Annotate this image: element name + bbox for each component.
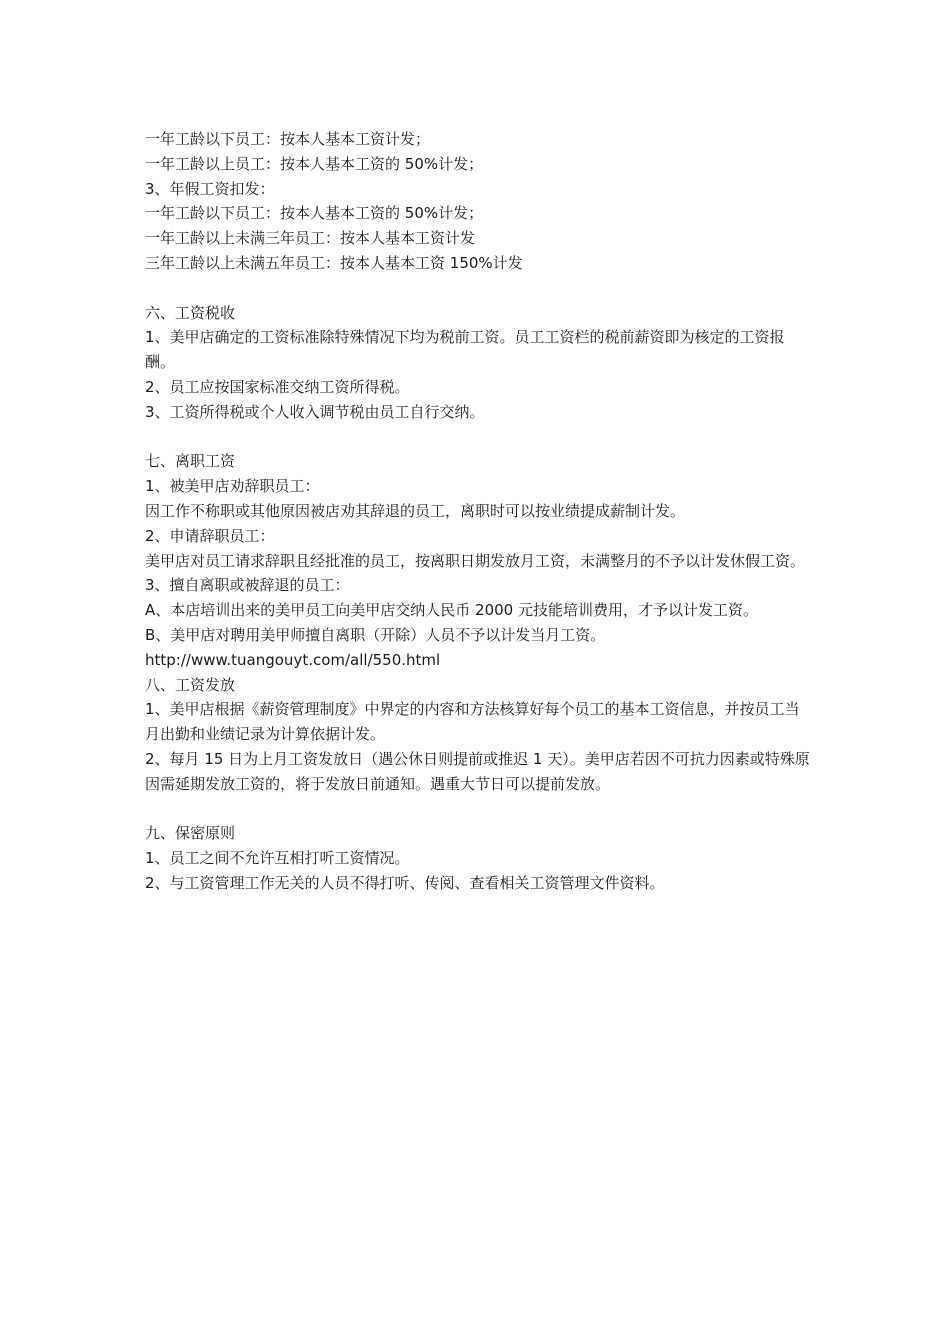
paragraph-line: 2、与工资管理工作无关的人员不得打听、传阅、查看相关工资管理文件资料。 [145,873,665,892]
paragraph-line: A、本店培训出来的美甲员工向美甲店交纳人民币 2000 元技能培训费用，才予以计发工资。 [145,601,758,620]
paragraph-line: B、美甲店对聘用美甲师擅自离职（开除）人员不予以计发当月工资。 [145,625,606,644]
paragraph-line: 一年工龄以上员工：按本人基本工资的 50%计发； [145,154,484,173]
blank-line [145,276,813,301]
paragraph-line: 2、员工应按国家标准交纳工资所得税。 [145,377,410,396]
section-payment [145,673,813,797]
paragraph-line: 3、擅自离职或被辞退的员工： [145,576,350,595]
paragraph-line: 美甲店对员工请求辞职且经批准的员工，按离职日期发放月工资，未满整月的不予以计发休假工资。 [145,551,806,570]
source-url-link[interactable]: http://www.tuangouyt.com/all/550.html [145,650,441,669]
paragraph-line: 一年工龄以下员工：按本人基本工资的 50%计发； [145,204,484,223]
section-resignation [145,449,813,672]
section-heading: 六、工资税收 [145,303,236,322]
paragraph-line: 3、年假工资扣发： [145,179,275,198]
paragraph-line: 一年工龄以下员工：按本人基本工资计发； [145,130,431,148]
section-heading: 九、保密原则 [145,824,236,843]
paragraph-line: 1、员工之间不允许互相打听工资情况。 [145,849,410,868]
blank-line [145,797,813,822]
paragraph-line: 因工作不称职或其他原因被店劝其辞退的员工，离职时可以按业绩提成薪制计发。 [145,501,686,520]
paragraph-line: 三年工龄以上未满五年员工：按本人基本工资 150%计发 [145,253,523,272]
paragraph-line: 1、美甲店根据《薪资管理制度》中界定的内容和方法核算好每个员工的基本工资信息，并按员工当月出勤和业绩记录为计算依据计发。 [145,700,800,744]
paragraph-line: 2、申请辞职员工： [145,526,275,545]
paragraph-line: 3、工资所得税或个人收入调节税由员工自行交纳。 [145,402,485,421]
document-body [145,127,813,896]
paragraph-line: 一年工龄以上未满三年员工：按本人基本工资计发 [145,229,476,248]
section-confidentiality [145,821,813,895]
blank-line [145,425,813,450]
section-heading: 七、离职工资 [145,452,236,471]
intro-block [145,127,813,276]
paragraph-line: 2、每月 15 日为上月工资发放日（遇公休日则提前或推迟 1 天）。美甲店若因不可抗力因素或特殊原因需延期发放工资的，将于发放日前通知。遇重大节日可以提前发放。 [145,749,810,793]
section-heading: 八、工资发放 [145,675,236,694]
paragraph-line: 1、美甲店确定的工资标准除特殊情况下均为税前工资。员工工资栏的税前薪资即为核定的工资报酬。 [145,328,785,372]
section-tax [145,301,813,425]
paragraph-line: 1、被美甲店劝辞职员工： [145,477,320,496]
